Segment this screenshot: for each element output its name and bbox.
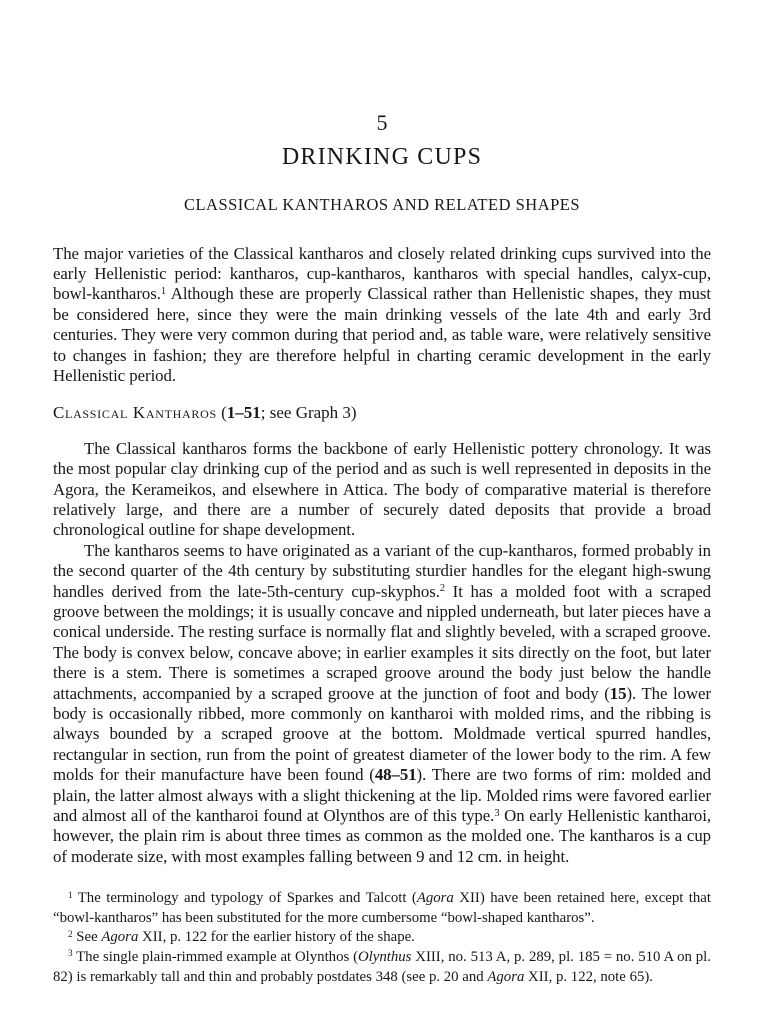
text-segment-sup: 1 — [68, 889, 73, 900]
footnote-1 — [53, 889, 711, 928]
footnote-2 — [53, 928, 711, 948]
chapter-title: DRINKING CUPS — [281, 144, 483, 170]
section-heading-classical-kantharos — [53, 403, 711, 423]
text-segment-plain: See — [72, 929, 102, 946]
text-segment-plain: The Classical kantharos forms the backbone of early Hellenistic pottery chronology. It was the most popular clay drinking cup of the period and as such is well represented in deposits in the Agora, the Kerameikos, and elsewhere in Attica. The body of comparative material is therefore relatively large, and there are a number of securely dated deposits that provide a broad chronological outline for shape development. — [53, 438, 711, 540]
text-segment-italic: Agora — [487, 968, 525, 985]
text-segment-sup: 2 — [439, 583, 445, 595]
text-segment-smallcaps: Classical Kantharos — [53, 403, 217, 423]
text-segment-italic: Agora — [416, 890, 454, 907]
text-segment-plain: XII, p. 122 for the earlier history of the shape. — [138, 929, 415, 946]
chapter-number: 5 — [376, 110, 388, 135]
text-segment-plain: XII) have been retained here, except that “bowl-kantharos” has been substituted for the more cumbersome “bowl-shaped kantharos”. — [53, 890, 711, 926]
text-segment-italic: Agora — [101, 929, 139, 946]
paragraph-kantharos-overview — [53, 439, 711, 541]
footnotes-section — [53, 889, 711, 987]
text-segment-plain: Although these are properly Classical rather than Hellenistic shapes, they must be considered here, since they were the main drinking vessels of the late 4th and early 3rd centuries. They were very common during that period and, as table ware, were relatively sensitive to changes in fashion; they are therefore helpful in charting ceramic development in the early Hellenistic period. — [53, 284, 711, 385]
intro-paragraph — [53, 244, 711, 387]
text-segment-plain: XIII, no. 513 A, p. 289, pl. 185 = no. 510 A on pl. 82) is remarkably tall and thin and probably postdates 348 (see p. 20 and — [53, 949, 711, 985]
text-segment-plain: XII, p. 122, note 65). — [524, 968, 653, 985]
chapter-subtitle: CLASSICAL KANTHAROS AND RELATED SHAPES — [183, 195, 581, 214]
text-segment-plain: The major varieties of the Classical kantharos and closely related drinking cups survived into the early Hellenistic period: kantharos, cup-kantharos, kantharos with special handles, calyx-cup, bowl-kantharos. — [53, 243, 711, 304]
text-segment-sup: 1 — [160, 286, 166, 298]
text-segment-plain: The kantharos seems to have originated as a variant of the cup-kantharos, formed probably in the second quarter of the 4th century by substituting sturdier handles for the elegant high-swung handles derived from the late-5th-century cup-skyphos. — [53, 540, 711, 601]
text-segment-sup: 3 — [494, 807, 500, 819]
text-segment-plain: ). The lower body is occasionally ribbed, more commonly on kantharoi with molded rims, and the ribbing is always bounded by a scraped groove at the bottom. Moldmade vertical spurred handles, rectangular in section, run from the point of greatest diameter of the lower body to the rim. A few molds for their manufacture have been found ( — [53, 683, 711, 785]
text-segment-bold: 48–51 — [374, 765, 417, 785]
footnote-3 — [53, 948, 711, 987]
text-segment-bold: 15 — [609, 683, 627, 703]
text-segment-sup: 3 — [68, 948, 73, 959]
text-segment-plain: ). There are two forms of rim: molded and plain, the latter almost always with a slight thickening at the lip. Molded rims were favored earlier and almost all of the kantharoi found at Olynthos are of this type. — [53, 765, 712, 826]
text-segment-plain: On early Hellenistic kantharoi, however, the plain rim is about three times as common as the molded one. The kantharos is a cup of moderate size, with most examples falling between 9 and 12 cm. in height. — [53, 806, 711, 866]
text-segment-italic: Olynthus — [358, 949, 412, 966]
text-segment-plain: The terminology and typology of Sparkes and Talcott ( — [72, 890, 417, 907]
text-segment-plain: It has a molded foot with a scraped groove between the moldings; it is usually concave and nippled underneath, but later pieces have a conical underside. The resting surface is normally flat and slightly beveled, with a scraped groove. The body is convex below, concave above; in earlier examples it sits directly on the foot, but later there is a stem. There is sometimes a scraped groove around the body just below the handle attachments, accompanied by a scraped groove at the junction of foot and body ( — [53, 581, 711, 703]
text-segment-bold: 1–51 — [226, 403, 261, 423]
text-segment-plain: ; see Graph 3) — [260, 403, 357, 423]
text-segment-sup: 2 — [68, 928, 73, 939]
text-segment-plain: ( — [216, 403, 227, 423]
paragraph-kantharos-description — [53, 541, 711, 868]
text-segment-plain: The single plain-rimmed example at Olynthos ( — [72, 949, 358, 966]
